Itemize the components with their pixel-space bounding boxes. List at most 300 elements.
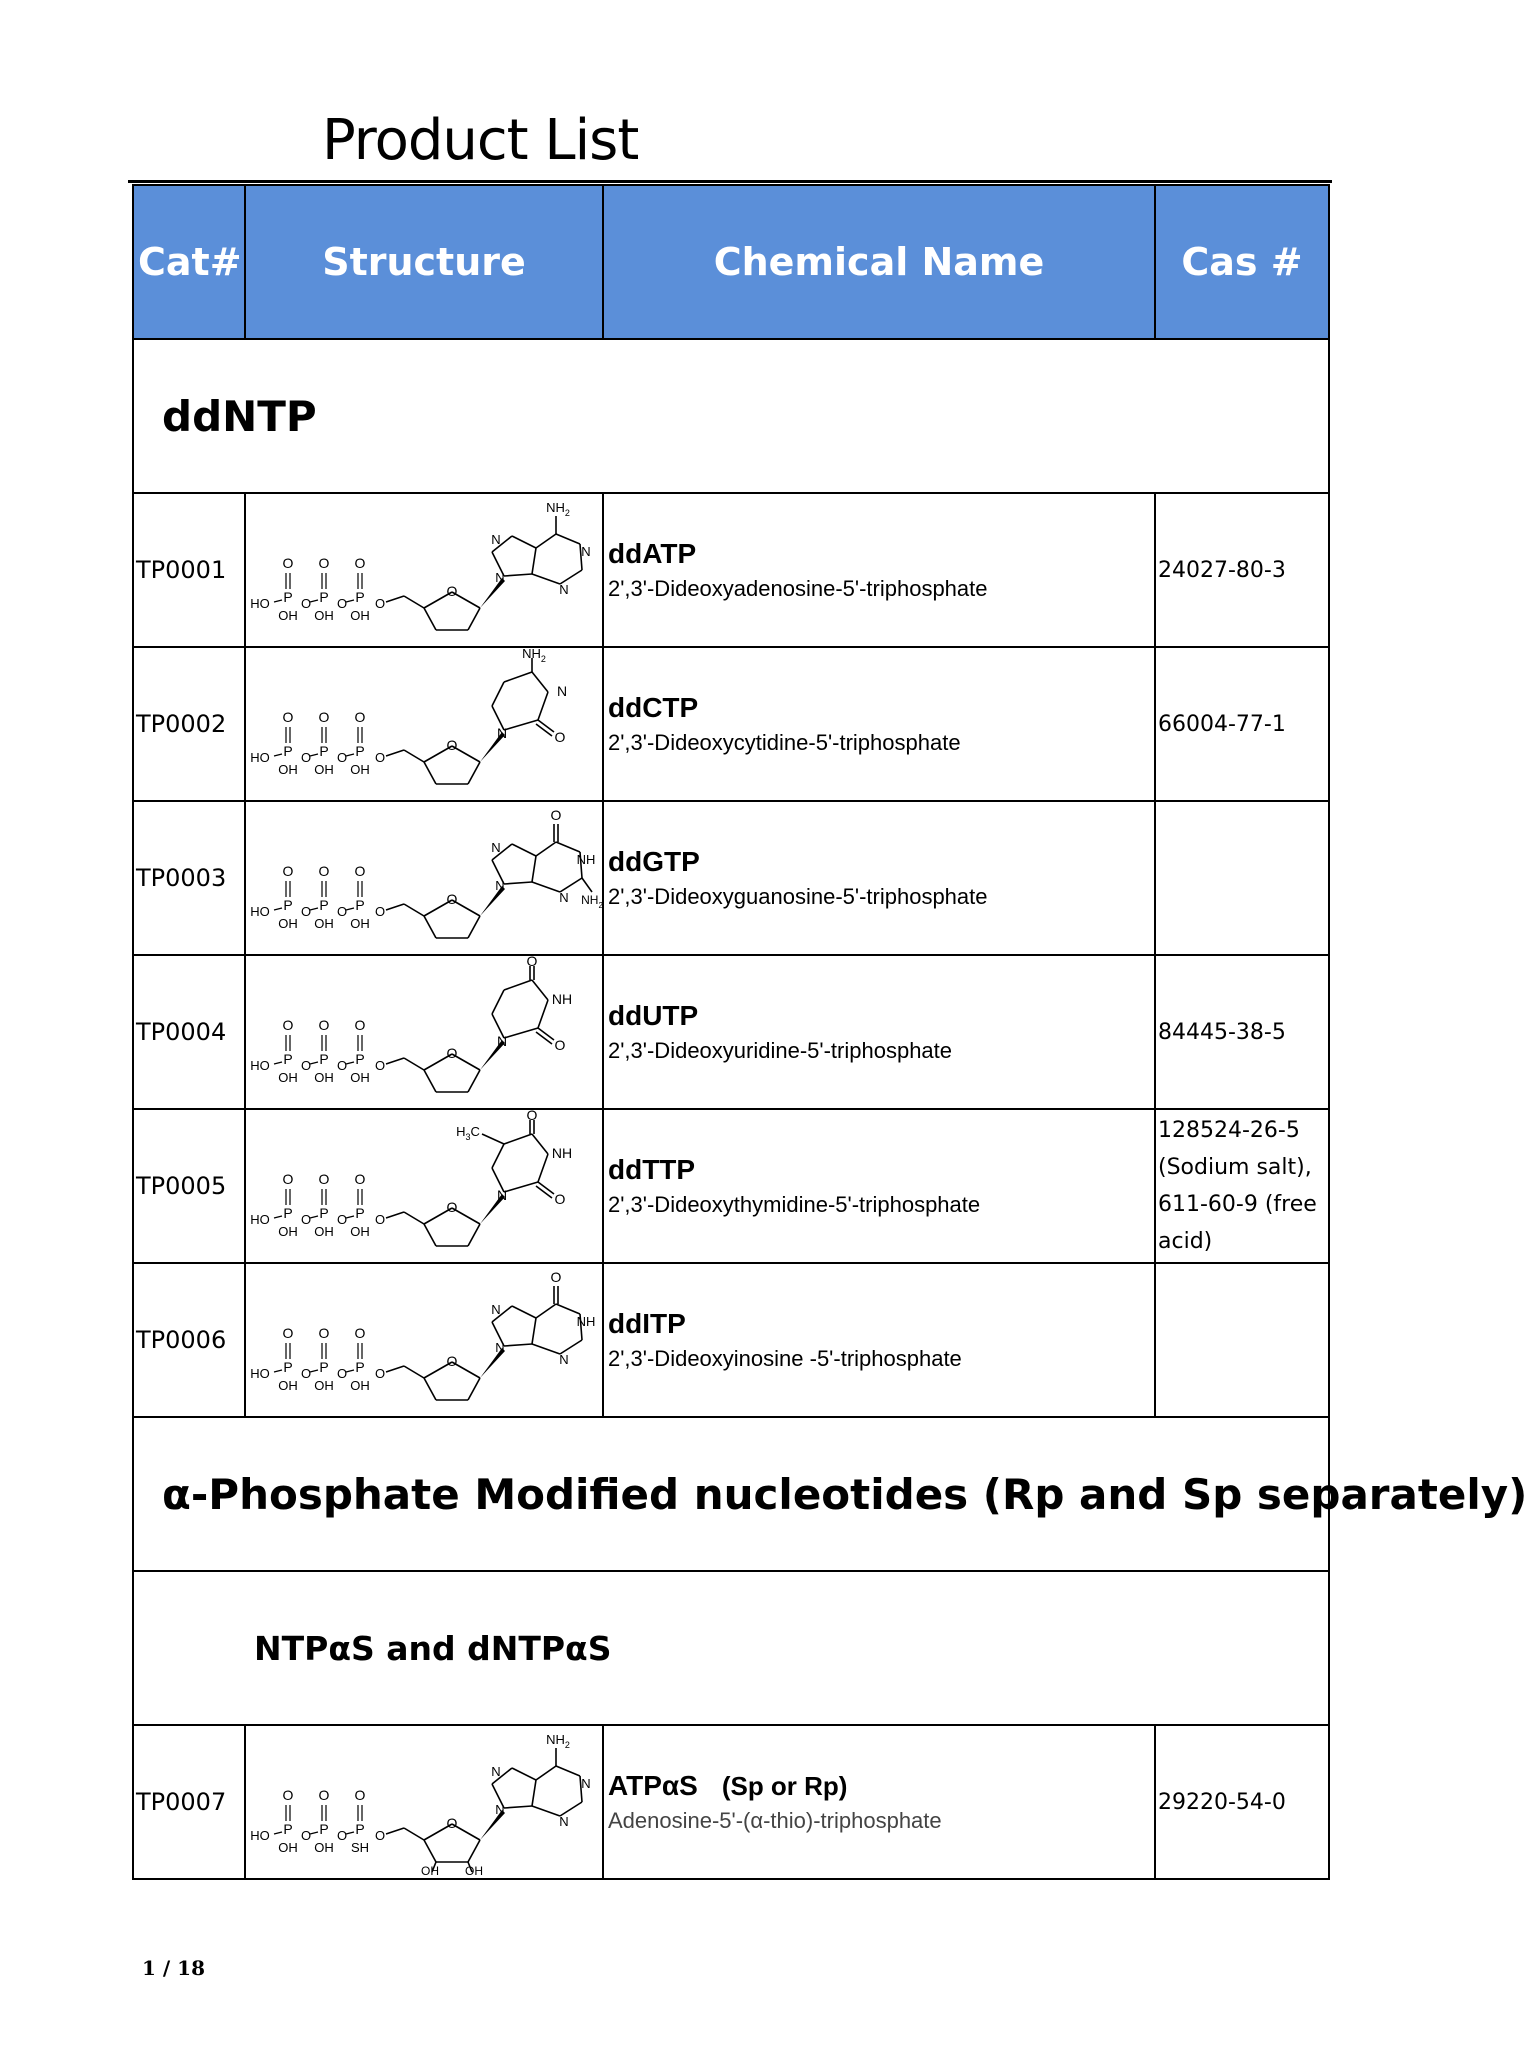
atom-label: O [446,583,458,599]
bond-line [532,672,548,692]
cat-number: TP0005 [133,1109,245,1263]
atom-label: O [318,1325,330,1341]
bond-line [468,1378,480,1400]
atom-label: O [374,1828,386,1843]
atom-label: OH [314,1840,334,1855]
page-title: Product List [322,108,639,173]
product-full-name: 2',3'-Dideoxyadenosine-5'-triphosphate [608,576,988,601]
bond-line [532,1318,536,1344]
product-abbr: ddGTP [608,846,700,877]
product-abbr-note: (Sp or Rp) [721,1771,848,1801]
bond-line [504,1028,538,1038]
atom-label: O [300,750,312,765]
atom-label: O [374,596,386,611]
atom-label: N [495,570,505,585]
bond-line [512,536,536,548]
atom-label: P [319,1821,329,1837]
atom-label: P [355,589,365,605]
atom-label: $H_3C$ [456,1124,480,1142]
header-chemical-name: Chemical Name [603,185,1155,339]
bond-line [274,754,282,756]
atom-label: O [336,596,348,611]
structure-diagram [246,1266,600,1414]
atom-label: O [300,1366,312,1381]
atom-label: O [550,1269,562,1285]
bond-line [556,842,580,852]
atom-label: O [318,555,330,571]
atom-label: P [283,1205,293,1221]
atom-label: O [282,1171,294,1187]
atom-label: O [374,750,386,765]
atom-label: OH [278,608,298,623]
atom-label: SH [350,1840,370,1855]
atom-label: O [300,904,312,919]
bond-line [468,1224,480,1246]
section-row-ddntp [133,339,1329,493]
bond-line [556,534,580,544]
atom-label: OH [314,1070,334,1085]
bond-line [538,1028,554,1040]
atom-label: OH [421,1864,439,1878]
bond-line [536,1304,556,1318]
bond-line [386,1828,404,1834]
cat-number: TP0002 [133,647,245,801]
cas-number: 66004-77-1 [1155,647,1329,801]
atom-label: O [446,891,458,907]
subscript: 2 [540,654,546,664]
bond-line [386,1366,404,1372]
atom-label: OH [314,1378,334,1393]
atom-label: O [554,1037,566,1053]
atom-label: OH [314,916,334,931]
section-title-alpha-phosphate: α-Phosphate Modified nucleotides (Rp and Sp separately) [162,1469,1527,1519]
bond-line [424,1070,436,1092]
bond-line [468,916,480,938]
bond-line [504,574,532,576]
bond-line [492,1144,504,1168]
atom-label: O [354,1017,366,1033]
bond-line [536,1766,556,1780]
product-abbr: ddTTP [608,1154,696,1185]
product-full-name: 2',3'-Dideoxyinosine -5'-triphosphate [608,1346,962,1371]
product-full-name: 2',3'-Dideoxyuridine-5'-triphosphate [608,1038,953,1063]
atom-label: O [336,904,348,919]
bond-line [512,844,536,856]
table-row [133,647,1329,801]
atom-label: N [495,1802,505,1817]
cat-number: TP0006 [133,1263,245,1417]
atom-label: OH [350,608,370,623]
atom-label: P [319,897,329,913]
chemical-name-cell [603,1725,1155,1879]
atom-label: OH [350,762,370,777]
bond-line [404,596,424,608]
atom-label: HO [250,1212,270,1227]
product-abbr: ddCTP [608,692,699,723]
atom-label: O [526,1107,538,1123]
atom-label: O [446,1815,458,1831]
atom-label: N [559,582,569,597]
atom-label: O [550,807,562,823]
atom-label: O [318,1017,330,1033]
atom-label: HO [250,596,270,611]
atom-label: O [318,1787,330,1803]
bond-line [492,990,504,1014]
atom-label: O [300,1828,312,1843]
header-structure: Structure [245,185,603,339]
bond-line [424,608,436,630]
atom-label: O [354,1787,366,1803]
bond-line [424,762,436,784]
bond-line [504,1806,532,1808]
atom-label: N [491,1302,501,1317]
bond-line [424,1840,436,1862]
bond-line [536,1186,552,1198]
bond-line [532,1344,560,1354]
bond-line [404,1366,424,1378]
bond-line [310,600,318,602]
bond-line [482,1134,504,1144]
bond-line [346,754,354,756]
atom-label: $NH_2$ [522,646,546,664]
product-abbr: ddATP [608,538,697,569]
atom-label: OH [278,1070,298,1085]
atom-label: NH [576,852,596,867]
bond-line [532,1134,548,1154]
section-row-ntpas [133,1571,1329,1725]
bond-line [468,1070,480,1092]
bond-line [386,596,404,602]
atom-label: NH [576,1314,596,1329]
section-title-ddntp: ddNTP [162,391,317,441]
atom-label: OH [350,1224,370,1239]
bond-line [404,904,424,916]
cas-number: 84445-38-5 [1155,955,1329,1109]
bond-line [556,1304,580,1314]
atom-label: P [319,1359,329,1375]
atom-label: P [283,743,293,759]
bond-line [468,1840,480,1862]
atom-label: NH [551,991,573,1007]
subsection-title-ntpas: NTPαS and dNTPαS [254,1628,612,1668]
atom-label: HO [250,1058,270,1073]
atom-label: N [496,1187,508,1203]
atom-label: P [355,897,365,913]
atom-label: P [355,1205,365,1221]
bond-line [504,980,532,990]
atom-label: O [318,1171,330,1187]
atom-label: HO [250,1366,270,1381]
atom-label: O [446,737,458,753]
atom-label: P [355,1821,365,1837]
chemical-name-cell [603,801,1155,955]
bond-line [274,1062,282,1064]
bond-line [504,1182,538,1192]
atom-label: O [374,1366,386,1381]
atom-label: O [526,953,538,969]
atom-label: O [374,904,386,919]
bond-line [274,908,282,910]
atom-label: O [318,863,330,879]
bond-line [274,1216,282,1218]
bond-line [504,1134,532,1144]
atom-label: O [300,596,312,611]
atom-label: OH [314,1224,334,1239]
atom-label: OH [465,1864,483,1878]
header-cat: Cat# [133,185,245,339]
product-abbr [608,1770,1154,1802]
bond-line [386,904,404,910]
atom-label: OH [314,608,334,623]
atom-label: N [559,890,569,905]
bond-line [386,1212,404,1218]
atom-label: P [283,1051,293,1067]
structure-cell [245,493,603,647]
structure-cell [245,801,603,955]
chemical-name-cell [603,493,1155,647]
product-full-name: 2',3'-Dideoxythymidine-5'-triphosphate [608,1192,981,1217]
product-full-name: Adenosine-5'-(α-thio)-triphosphate [608,1808,942,1833]
chemical-name-cell [603,647,1155,801]
atom-label: OH [350,1378,370,1393]
cat-number: TP0004 [133,955,245,1109]
bond-line [536,534,556,548]
product-full-name: 2',3'-Dideoxyguanosine-5'-triphosphate [608,884,988,909]
bond-line [538,1182,554,1194]
bond-line [504,672,532,682]
cas-number: 29220-54-0 [1155,1725,1329,1879]
product-abbr: ddUTP [608,1000,699,1031]
bond-line [346,1832,354,1834]
atom-label: O [300,1058,312,1073]
atom-label: OH [278,1840,298,1855]
bond-line [404,750,424,762]
bond-line [310,1370,318,1372]
bond-line [310,1062,318,1064]
atom-label: P [283,589,293,605]
atom-label: N [496,1033,508,1049]
atom-label: OH [350,916,370,931]
product-table [132,184,1527,1880]
atom-label: P [355,743,365,759]
atom-label: O [282,863,294,879]
atom-label: O [354,1325,366,1341]
table-header-row [133,185,1329,339]
atom-label: O [354,555,366,571]
atom-label: O [354,863,366,879]
bond-line [504,720,538,730]
bond-line [346,1216,354,1218]
structure-diagram [246,1107,600,1260]
bond-line [532,882,560,892]
atom-label: $NH_2$ [581,893,603,910]
bond-line [346,1062,354,1064]
atom-label: O [318,709,330,725]
bond-line [532,856,536,882]
atom-label: O [282,709,294,725]
bond-line [274,1370,282,1372]
bond-line [468,608,480,630]
bond-line [512,1306,536,1318]
structure-cell [245,647,603,801]
atom-label: OH [278,1224,298,1239]
cat-number: TP0003 [133,801,245,955]
bond-line [404,1058,424,1070]
structure-diagram [246,953,600,1106]
table-row [133,1109,1329,1263]
atom-label: O [446,1353,458,1369]
bond-line [532,1806,560,1816]
bond-line [386,1058,404,1064]
atom-label: P [283,1359,293,1375]
bond-line [536,842,556,856]
bond-line [274,600,282,602]
product-abbr-text: ATPαS [608,1770,698,1801]
subscript: 2 [564,508,570,518]
cas-number [1155,801,1329,955]
atom-label: N [496,725,508,741]
atom-label: N [491,532,501,547]
structure-cell [245,955,603,1109]
bond-line [404,1212,424,1224]
atom-label: O [446,1199,458,1215]
bond-line [504,882,532,884]
cat-number: TP0001 [133,493,245,647]
atom-label: O [336,750,348,765]
atom-label: OH [350,1070,370,1085]
bond-line [532,980,548,1000]
bond-line [512,1768,536,1780]
structure-cell [245,1725,603,1879]
bond-line [538,720,554,732]
table-row [133,1263,1329,1417]
atom-label: HO [250,750,270,765]
subscript: 2 [564,1740,570,1750]
atom-label: O [374,1212,386,1227]
table-row [133,1725,1329,1879]
bond-line [310,1216,318,1218]
cas-number: 24027-80-3 [1155,493,1329,647]
cat-number: TP0007 [133,1725,245,1879]
atom-label: OH [278,762,298,777]
subscript: 3 [465,1132,471,1142]
atom-label: O [336,1828,348,1843]
atom-label: N [556,683,568,699]
chemical-name-cell [603,1263,1155,1417]
atom-label: P [319,589,329,605]
bond-line [274,1832,282,1834]
product-abbr: ddITP [608,1308,686,1339]
atom-label: O [554,1191,566,1207]
structure-diagram [246,804,603,952]
atom-label: $NH_2$ [546,500,570,518]
structure-diagram [246,496,600,644]
atom-label: O [336,1366,348,1381]
atom-label: O [282,1325,294,1341]
header-cas: Cas # [1155,185,1329,339]
atom-label: OH [278,916,298,931]
table-row [133,493,1329,647]
bond-line [310,1832,318,1834]
atom-label: P [319,743,329,759]
bond-line [536,724,552,736]
bond-line [538,692,548,720]
bond-line [346,1370,354,1372]
atom-label: N [581,1776,591,1791]
atom-label: C [470,1124,480,1139]
atom-label: O [300,1212,312,1227]
chemical-name-cell [603,1109,1155,1263]
atom-label: O [282,1017,294,1033]
atom-label: N [491,1764,501,1779]
bond-line [532,548,536,574]
bond-line [532,574,560,584]
atom-label: OH [314,762,334,777]
atom-label: N [491,840,501,855]
subscript: 2 [598,901,603,910]
bond-line [386,750,404,756]
chemical-name-cell [603,955,1155,1109]
bond-line [492,682,504,706]
structure-diagram [246,646,600,798]
bond-line [346,600,354,602]
bond-line [424,1224,436,1246]
bond-line [504,1344,532,1346]
atom-label: N [559,1814,569,1829]
atom-label: N [581,544,591,559]
page-number: 1 / 18 [142,1956,205,1980]
atom-label: P [355,1359,365,1375]
atom-label: P [319,1051,329,1067]
atom-label: O [282,1787,294,1803]
cas-number [1155,1263,1329,1417]
product-full-name: 2',3'-Dideoxycytidine-5'-triphosphate [608,730,961,755]
atom-label: O [354,1171,366,1187]
atom-label: P [355,1051,365,1067]
structure-cell [245,1109,603,1263]
atom-label: HO [250,904,270,919]
structure-cell [245,1263,603,1417]
atom-label: N [495,878,505,893]
section-row-alpha [133,1417,1329,1571]
bond-line [556,1766,580,1776]
atom-label: NH [551,1145,573,1161]
cas-number: 128524-26-5 (Sodium salt), 611-60-9 (free acid) [1155,1109,1329,1263]
atom-label: O [354,709,366,725]
table-row [133,955,1329,1109]
atom-label: O [554,729,566,745]
title-rule [128,180,1332,183]
bond-line [310,908,318,910]
structure-diagram [246,1728,600,1876]
bond-line [346,908,354,910]
atom-label: O [336,1058,348,1073]
atom-label: O [446,1045,458,1061]
atom-label: O [282,555,294,571]
atom-label: O [336,1212,348,1227]
bond-line [536,1032,552,1044]
atom-label: P [283,1821,293,1837]
atom-label: P [319,1205,329,1221]
bond-line [310,754,318,756]
bond-line [424,1378,436,1400]
atom-label: O [374,1058,386,1073]
bond-line [404,1828,424,1840]
atom-label: OH [278,1378,298,1393]
atom-label: P [283,897,293,913]
atom-label: N [559,1352,569,1367]
bond-line [538,1154,548,1182]
